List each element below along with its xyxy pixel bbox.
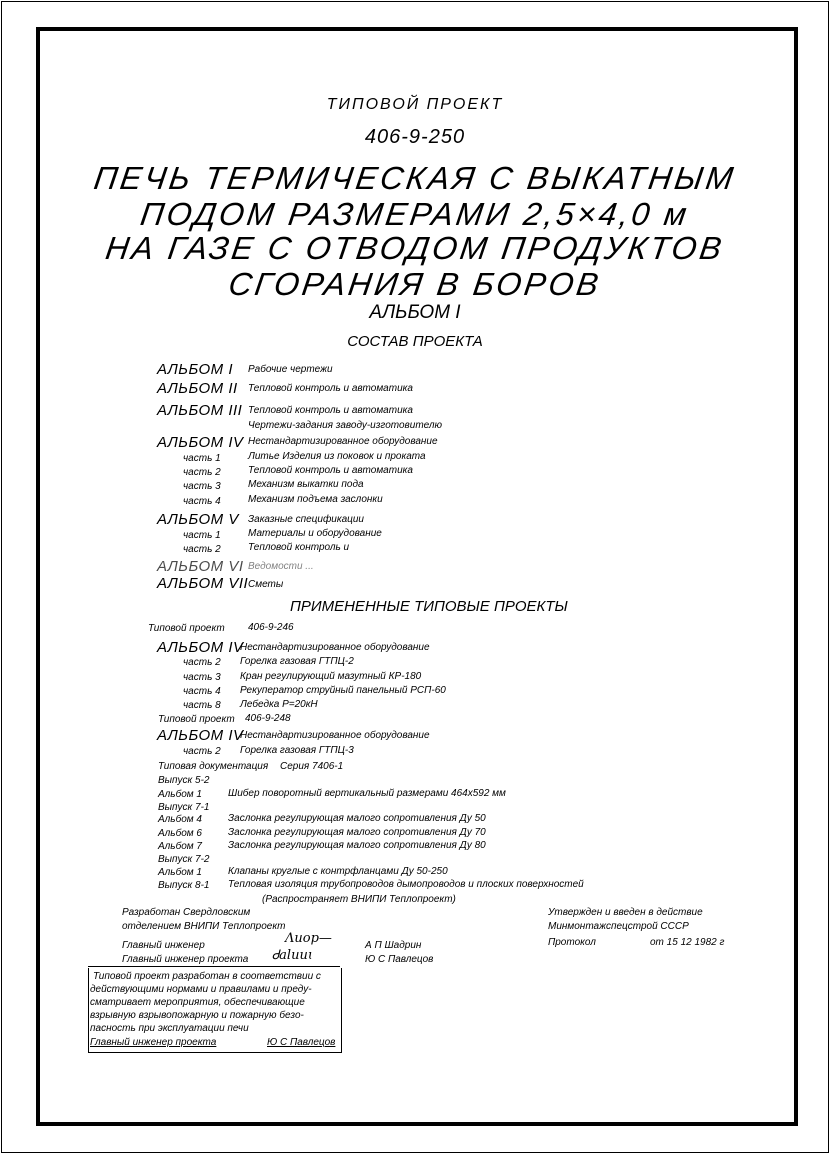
applied-label: Выпуск 5-2 bbox=[158, 775, 210, 786]
project-type: ТИПОВОЙ ПРОЕКТ bbox=[326, 96, 504, 113]
box-sign-label: Главный инженер проекта bbox=[90, 1037, 217, 1048]
part-desc: Тепловой контроль и автоматика bbox=[248, 465, 413, 476]
chief-engineer-name: А П Шадрин bbox=[365, 940, 422, 951]
album-label: АЛЬБОМ I bbox=[369, 302, 461, 323]
applied-label: Альбом 4 bbox=[158, 814, 202, 825]
applied-label: Выпуск 7-1 bbox=[158, 802, 210, 813]
applied-label: часть 2 bbox=[183, 657, 221, 668]
applied-label: Альбом 1 bbox=[158, 789, 202, 800]
applied-label: АЛЬБОМ IV bbox=[157, 639, 244, 656]
album-label: АЛЬБОМ II bbox=[157, 380, 238, 397]
title-line-4: СГОРАНИЯ В БОРОВ bbox=[226, 266, 604, 302]
applied-desc: Рекуператор струйный панельный РСП-60 bbox=[240, 685, 446, 696]
applied-label: часть 2 bbox=[183, 746, 221, 757]
project-number: 406-9-250 bbox=[364, 126, 466, 148]
part-desc: Механизм подъема заслонки bbox=[248, 494, 383, 505]
applied-note: (Распространяет ВНИПИ Теплопроект) bbox=[262, 894, 456, 905]
chief-engineer-label: Главный инженер bbox=[122, 940, 205, 951]
applied-desc: Заслонка регулирующая малого сопротивления Ду 50 bbox=[228, 813, 486, 824]
applied-desc: Лебедка Р=20кН bbox=[240, 699, 318, 710]
album-label: АЛЬБОМ III bbox=[157, 402, 243, 419]
part-label: часть 3 bbox=[183, 481, 221, 492]
album-label: АЛЬБОМ I bbox=[157, 361, 233, 378]
applied-desc: Горелка газовая ГТПЦ-3 bbox=[240, 745, 354, 756]
applied-desc: 406-9-248 bbox=[245, 713, 291, 724]
applied-label: часть 3 bbox=[183, 672, 221, 683]
applied-label: Типовой проект bbox=[148, 623, 225, 634]
applied-desc: Горелка газовая ГТПЦ-2 bbox=[240, 656, 354, 667]
album-desc: Заказные спецификации bbox=[248, 514, 364, 525]
applied-desc: Шибер поворотный вертикальный размерами 464х592 мм bbox=[228, 788, 506, 799]
title-line-3: НА ГАЗЕ С ОТВОДОМ ПРОДУКТОВ bbox=[103, 230, 727, 266]
album-desc: Сметы bbox=[248, 579, 284, 590]
album-desc: Рабочие чертежи bbox=[248, 364, 333, 375]
part-label: часть 4 bbox=[183, 496, 221, 507]
album-desc: Тепловой контроль и автоматика bbox=[248, 383, 413, 394]
applied-desc: Тепловая изоляция трубопроводов дымопроводов и плоских поверхностей bbox=[228, 879, 584, 890]
applied-label: Альбом 1 bbox=[158, 867, 202, 878]
applied-desc: Клапаны круглые с контрфланцами Ду 50-250 bbox=[228, 866, 448, 877]
album-desc: Ведомости ... bbox=[248, 561, 314, 572]
part-label: часть 1 bbox=[183, 453, 221, 464]
applied-label: часть 8 bbox=[183, 700, 221, 711]
protocol-label: Протокол bbox=[548, 937, 596, 948]
signature-1: Ʌиор— bbox=[285, 931, 332, 946]
album-desc: Тепловой контроль и автоматика bbox=[248, 405, 413, 416]
album-label: АЛЬБОМ IV bbox=[157, 434, 244, 451]
applied-label: АЛЬБОМ IV bbox=[157, 727, 244, 744]
signature-2: Ꮷaluuɩ bbox=[272, 948, 313, 963]
chief-project-engineer-name: Ю С Павлецов bbox=[365, 954, 434, 965]
part-label: часть 1 bbox=[183, 530, 221, 541]
applied-label: часть 4 bbox=[183, 686, 221, 697]
box-line: действующими нормами и правилами и преду- bbox=[90, 984, 312, 995]
part-label: часть 2 bbox=[183, 467, 221, 478]
approved-line-2: Минмонтажспецстрой СССР bbox=[548, 921, 689, 932]
applied-desc: Заслонка регулирующая малого сопротивления Ду 70 bbox=[228, 827, 486, 838]
protocol-date: от 15 12 1982 г bbox=[650, 937, 725, 948]
developer-line-2: отделением ВНИПИ Теплопроект bbox=[122, 921, 286, 932]
album-label: АЛЬБОМ V bbox=[157, 511, 239, 528]
applied-desc: Заслонка регулирующая малого сопротивления Ду 80 bbox=[228, 840, 486, 851]
applied-label: Альбом 6 bbox=[158, 828, 202, 839]
composition-heading: СОСТАВ ПРОЕКТА bbox=[347, 333, 483, 350]
applied-label: Типовая документация bbox=[158, 761, 269, 772]
part-desc: Тепловой контроль и bbox=[248, 542, 350, 553]
compliance-box-top bbox=[88, 966, 340, 967]
approved-line-1: Утвержден и введен в действие bbox=[548, 907, 703, 918]
box-line: взрывную взрывопожарную и пожарную безо- bbox=[90, 1010, 304, 1021]
developer-line-1: Разработан Свердловским bbox=[122, 907, 251, 918]
title-line-1: ПЕЧЬ ТЕРМИЧЕСКАЯ С ВЫКАТНЫМ bbox=[91, 160, 739, 196]
applied-label: Выпуск 7-2 bbox=[158, 854, 210, 865]
box-line: сматривает мероприятия, обеспечивающие bbox=[90, 997, 305, 1008]
part-desc: Материалы и оборудование bbox=[248, 528, 382, 539]
chief-project-engineer-label: Главный инженер проекта bbox=[122, 954, 249, 965]
applied-desc: Нестандартизированное оборудование bbox=[240, 642, 430, 653]
applied-label: Выпуск 8-1 bbox=[158, 880, 210, 891]
album-label: АЛЬБОМ VII bbox=[157, 575, 249, 592]
box-line: пасность при эксплуатации печи bbox=[90, 1023, 249, 1034]
applied-desc: Нестандартизированное оборудование bbox=[240, 730, 430, 741]
album-label: АЛЬБОМ VI bbox=[157, 558, 244, 575]
applied-desc: Кран регулирующий мазутный КР-180 bbox=[240, 671, 422, 682]
part-desc: Литье Изделия из поковок и проката bbox=[248, 451, 426, 462]
applied-desc: Серия 7406-1 bbox=[280, 761, 344, 772]
applied-heading: ПРИМЕНЕННЫЕ ТИПОВЫЕ ПРОЕКТЫ bbox=[290, 598, 568, 615]
box-sign-name: Ю С Павлецов bbox=[267, 1037, 336, 1048]
box-line: Типовой проект разработан в соответствии с bbox=[93, 971, 321, 982]
album-desc: Нестандартизированное оборудование bbox=[248, 436, 438, 447]
applied-desc: 406-9-246 bbox=[248, 622, 294, 633]
album-desc: Чертежи-задания заводу-изготовителю bbox=[248, 420, 443, 431]
part-label: часть 2 bbox=[183, 544, 221, 555]
applied-label: Типовой проект bbox=[158, 714, 235, 725]
applied-label: Альбом 7 bbox=[158, 841, 202, 852]
title-line-2: ПОДОМ РАЗМЕРАМИ 2,5×4,0 м bbox=[138, 196, 692, 232]
compliance-box bbox=[88, 968, 342, 1053]
part-desc: Механизм выкатки пода bbox=[248, 479, 364, 490]
